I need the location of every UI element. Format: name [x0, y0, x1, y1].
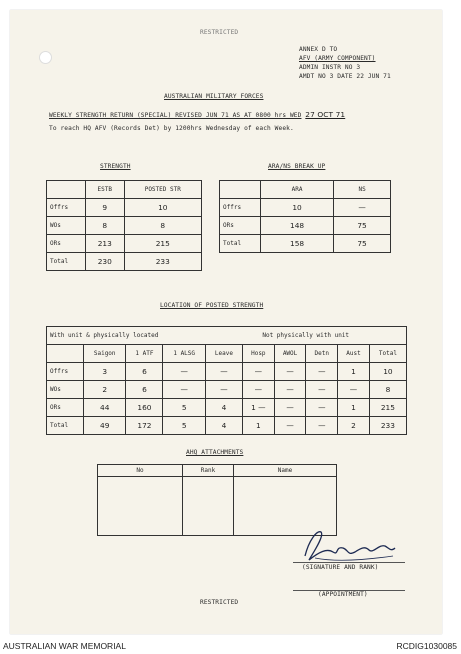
table-cell: —	[306, 417, 338, 435]
table-cell	[47, 181, 86, 199]
row-label: ORs	[47, 399, 84, 417]
classification-bottom: RESTRICTED	[200, 599, 239, 606]
row-label: WOs	[47, 217, 86, 235]
table-cell: 10	[261, 199, 334, 217]
table-cell: 4	[205, 417, 242, 435]
table-cell: 2	[84, 381, 126, 399]
table-cell: 10	[369, 363, 406, 381]
row-label: Offrs	[220, 199, 261, 217]
table-cell	[183, 477, 234, 536]
table-cell: —	[274, 363, 306, 381]
table-header-cell: Rank	[183, 465, 234, 477]
table-cell: 1	[242, 417, 274, 435]
table-cell: 158	[261, 235, 334, 253]
table-row	[47, 199, 202, 217]
strength-heading: STRENGTH	[100, 163, 131, 170]
row-label: Offrs	[47, 199, 86, 217]
table-header-cell: 1 ATF	[126, 345, 163, 363]
row-label: Total	[220, 235, 261, 253]
table-header-cell: Aust	[338, 345, 370, 363]
instruction-line: To reach HQ AFV (Records Det) by 1200hrs Wednesday of each Week.	[49, 125, 294, 132]
table-header-cell: Saigon	[84, 345, 126, 363]
amdt-line: AMDT NO 3 DATE 22 JUN 71	[299, 73, 391, 80]
ara-ns-table	[219, 180, 391, 253]
archive-id: RCDIG1030085	[396, 641, 457, 651]
table-cell: —	[242, 381, 274, 399]
row-label: Total	[47, 253, 86, 271]
table-row	[47, 217, 202, 235]
table-header-cell: ESTB	[86, 181, 125, 199]
table-cell: —	[274, 381, 306, 399]
table-cell: 160	[126, 399, 163, 417]
table-cell: 5	[163, 417, 205, 435]
table-cell: 2	[338, 417, 370, 435]
table-cell	[47, 345, 84, 363]
table-cell: 1	[338, 399, 370, 417]
table-header-cell: 1 ALSG	[163, 345, 205, 363]
row-label: ORs	[220, 217, 261, 235]
table-header-cell: POSTED STR	[124, 181, 201, 199]
strength-table	[46, 180, 202, 271]
table-header-cell: Hosp	[242, 345, 274, 363]
table-row	[47, 345, 407, 363]
document-title: AUSTRALIAN MILITARY FORCES	[164, 93, 264, 100]
classification-top: RESTRICTED	[200, 29, 239, 36]
table-row	[220, 199, 391, 217]
ara-ns-heading: ARA/NS BREAK UP	[268, 163, 326, 170]
table-header-cell: Total	[369, 345, 406, 363]
location-heading: LOCATION OF POSTED STRENGTH	[160, 302, 264, 309]
table-header-cell: No	[98, 465, 183, 477]
table-cell: 8	[86, 217, 125, 235]
table-cell: 3	[84, 363, 126, 381]
table-cell: 8	[124, 217, 201, 235]
signature-label: (SIGNATURE AND RANK)	[302, 564, 379, 571]
table-cell	[98, 477, 183, 536]
signature-rule	[293, 562, 405, 563]
appointment-label: (APPOINTMENT)	[318, 591, 368, 598]
table-cell: —	[338, 381, 370, 399]
table-cell: 1	[338, 363, 370, 381]
table-header-cell: NS	[334, 181, 391, 199]
table-cell: —	[163, 381, 205, 399]
table-row	[47, 181, 202, 199]
table-cell: 75	[334, 217, 391, 235]
table-cell: 233	[124, 253, 201, 271]
table-cell: 213	[86, 235, 125, 253]
table-cell: 230	[86, 253, 125, 271]
table-row	[47, 235, 202, 253]
table-cell: —	[306, 399, 338, 417]
table-cell: 9	[86, 199, 125, 217]
table-row	[220, 181, 391, 199]
table-cell: 44	[84, 399, 126, 417]
table-cell: 172	[126, 417, 163, 435]
return-text: WEEKLY STRENGTH RETURN (SPECIAL) REVISED JUN 71 AS AT 0800 hrs WED	[49, 112, 302, 119]
row-label: Offrs	[47, 363, 84, 381]
group-not-with-unit: Not physically with unit	[205, 327, 406, 345]
afv-line: AFV (ARMY COMPONENT)	[299, 55, 376, 62]
table-header-cell: Leave	[205, 345, 242, 363]
table-cell: 6	[126, 363, 163, 381]
table-cell: —	[205, 381, 242, 399]
table-header-cell: AWOL	[274, 345, 306, 363]
table-cell: 5	[163, 399, 205, 417]
table-header-cell: ARA	[261, 181, 334, 199]
row-label: ORs	[47, 235, 86, 253]
annex-line: ANNEX D TO	[299, 46, 338, 53]
table-row	[47, 327, 407, 345]
table-cell: —	[274, 417, 306, 435]
table-cell: 49	[84, 417, 126, 435]
table-cell: 1 —	[242, 399, 274, 417]
table-cell: 233	[369, 417, 406, 435]
table-cell: —	[163, 363, 205, 381]
table-cell: 75	[334, 235, 391, 253]
table-cell: 215	[369, 399, 406, 417]
table-cell: —	[205, 363, 242, 381]
archive-name: AUSTRALIAN WAR MEMORIAL	[3, 641, 126, 651]
table-cell: —	[242, 363, 274, 381]
group-with-unit: With unit & physically located	[47, 327, 206, 345]
row-label: Total	[47, 417, 84, 435]
table-cell: —	[274, 399, 306, 417]
table-cell: 10	[124, 199, 201, 217]
document-page	[10, 10, 442, 634]
table-cell: —	[306, 381, 338, 399]
table-cell	[220, 181, 261, 199]
table-row	[47, 363, 407, 381]
admin-line: ADMIN INSTR NO 3	[299, 64, 361, 71]
table-cell: 148	[261, 217, 334, 235]
location-table	[46, 326, 407, 435]
attachments-heading: AHQ ATTACHMENTS	[186, 449, 244, 456]
table-row	[47, 253, 202, 271]
table-row	[98, 465, 337, 477]
table-cell: 6	[126, 381, 163, 399]
row-label: WOs	[47, 381, 84, 399]
table-cell: 4	[205, 399, 242, 417]
table-cell: 215	[124, 235, 201, 253]
table-row	[47, 417, 407, 435]
table-row	[47, 399, 407, 417]
table-header-cell: Name	[234, 465, 337, 477]
table-cell: —	[306, 363, 338, 381]
table-row	[220, 235, 391, 253]
return-line	[49, 110, 345, 119]
table-cell: 8	[369, 381, 406, 399]
table-row	[47, 381, 407, 399]
table-cell: —	[334, 199, 391, 217]
table-header-cell: Detn	[306, 345, 338, 363]
punch-hole	[39, 51, 52, 64]
return-date: 27 OCT 71	[305, 110, 346, 119]
archive-footer	[0, 638, 461, 654]
table-row	[220, 217, 391, 235]
